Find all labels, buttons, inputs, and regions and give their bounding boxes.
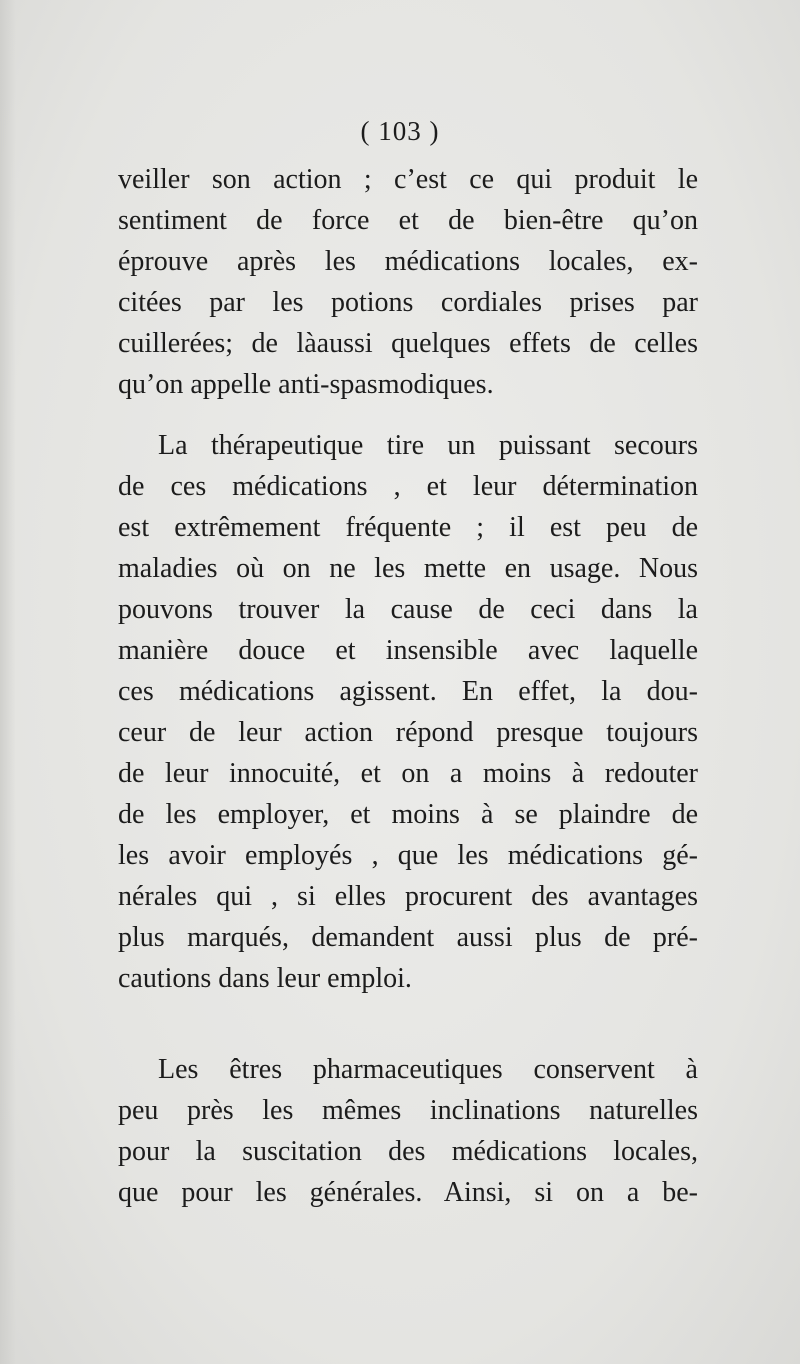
text-line: citées par les potions cordiales prises par [118,287,698,318]
text-line: manière douce et insensible avec laquelle [118,635,698,666]
text-line: nérales qui , si elles procurent des avantages [118,881,698,912]
text-line: La thérapeutique tire un puissant secours [158,430,698,461]
page-number: ( 103 ) [360,116,440,146]
text-line: que pour les générales. Ainsi, si on a be- [118,1177,698,1208]
text-line: qu’on appelle anti-spasmodiques. [118,369,494,400]
page-edge-shadow [0,0,16,1364]
text-line: maladies où on ne les mette en usage. Nous [118,553,698,584]
text-line: éprouve après les médications locales, ex- [118,246,698,277]
text-line: peu près les mêmes inclinations naturelles [118,1095,698,1126]
text-line: pouvons trouver la cause de ceci dans la [118,594,698,625]
text-line: plus marqués, demandent aussi plus de pré- [118,922,698,953]
text-line: les avoir employés , que les médications gé- [118,840,698,871]
text-line: est extrêmement fréquente ; il est peu de [118,512,698,543]
text-line: sentiment de force et de bien-être qu’on [118,205,698,236]
text-line: cuillerées; de làaussi quelques effets de celles [118,328,698,359]
text-line: de ces médications , et leur détermination [118,471,698,502]
text-line: de les employer, et moins à se plaindre de [118,799,698,830]
text-line: cautions dans leur emploi. [118,963,412,994]
text-line: pour la suscitation des médications locales, [118,1136,698,1167]
text-line: ceur de leur action répond presque toujours [118,717,698,748]
text-line: Les êtres pharmaceutiques conservent à [158,1054,698,1085]
text-line: ces médications agissent. En effet, la dou- [118,676,698,707]
text-line: de leur innocuité, et on a moins à redouter [118,758,698,789]
text-line: veiller son action ; c’est ce qui produit le [118,164,698,195]
